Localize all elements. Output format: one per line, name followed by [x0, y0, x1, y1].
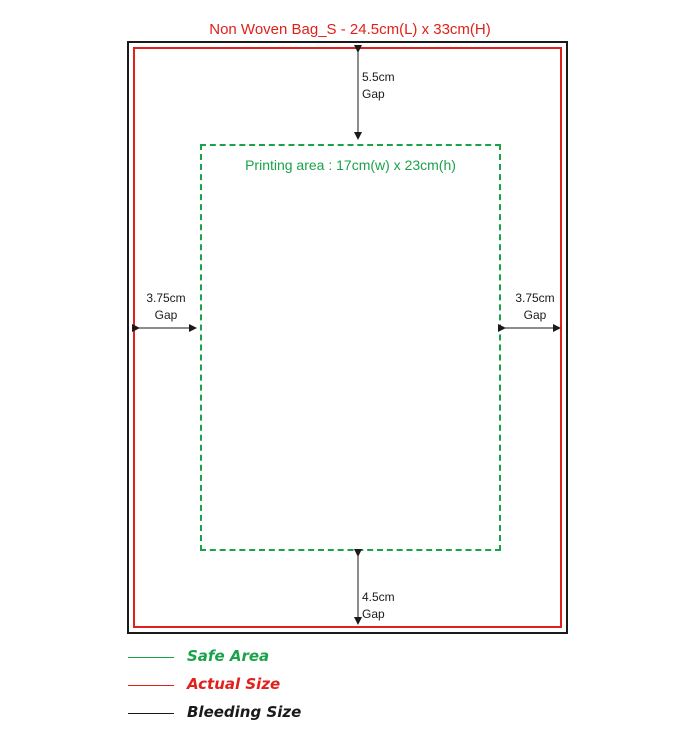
top-gap-label	[362, 69, 395, 103]
legend-bleeding-size-label: Bleeding Size	[187, 703, 302, 721]
right-gap-value: 3.75cm	[515, 291, 555, 305]
bottom-gap-text: Gap	[362, 607, 385, 621]
bottom-gap-label	[362, 589, 395, 623]
left-gap-text: Gap	[154, 308, 178, 322]
legend-actual-size-line	[128, 685, 174, 686]
right-gap-text: Gap	[523, 308, 547, 322]
left-gap-label	[139, 290, 193, 324]
bottom-gap-value: 4.5cm	[362, 590, 395, 604]
legend-bleeding-size-line	[128, 713, 174, 714]
diagram-title: Non Woven Bag_S - 24.5cm(L) x 33cm(H)	[209, 21, 491, 38]
legend-safe-area-line	[128, 657, 174, 658]
top-gap-text: Gap	[362, 87, 385, 101]
right-gap-label	[508, 290, 562, 324]
legend-safe-area-label: Safe Area	[187, 647, 270, 665]
top-gap-value: 5.5cm	[362, 70, 395, 84]
left-gap-value: 3.75cm	[146, 291, 186, 305]
printing-area-label: Printing area : 17cm(w) x 23cm(h)	[245, 157, 456, 173]
legend-actual-size-label: Actual Size	[187, 675, 281, 693]
